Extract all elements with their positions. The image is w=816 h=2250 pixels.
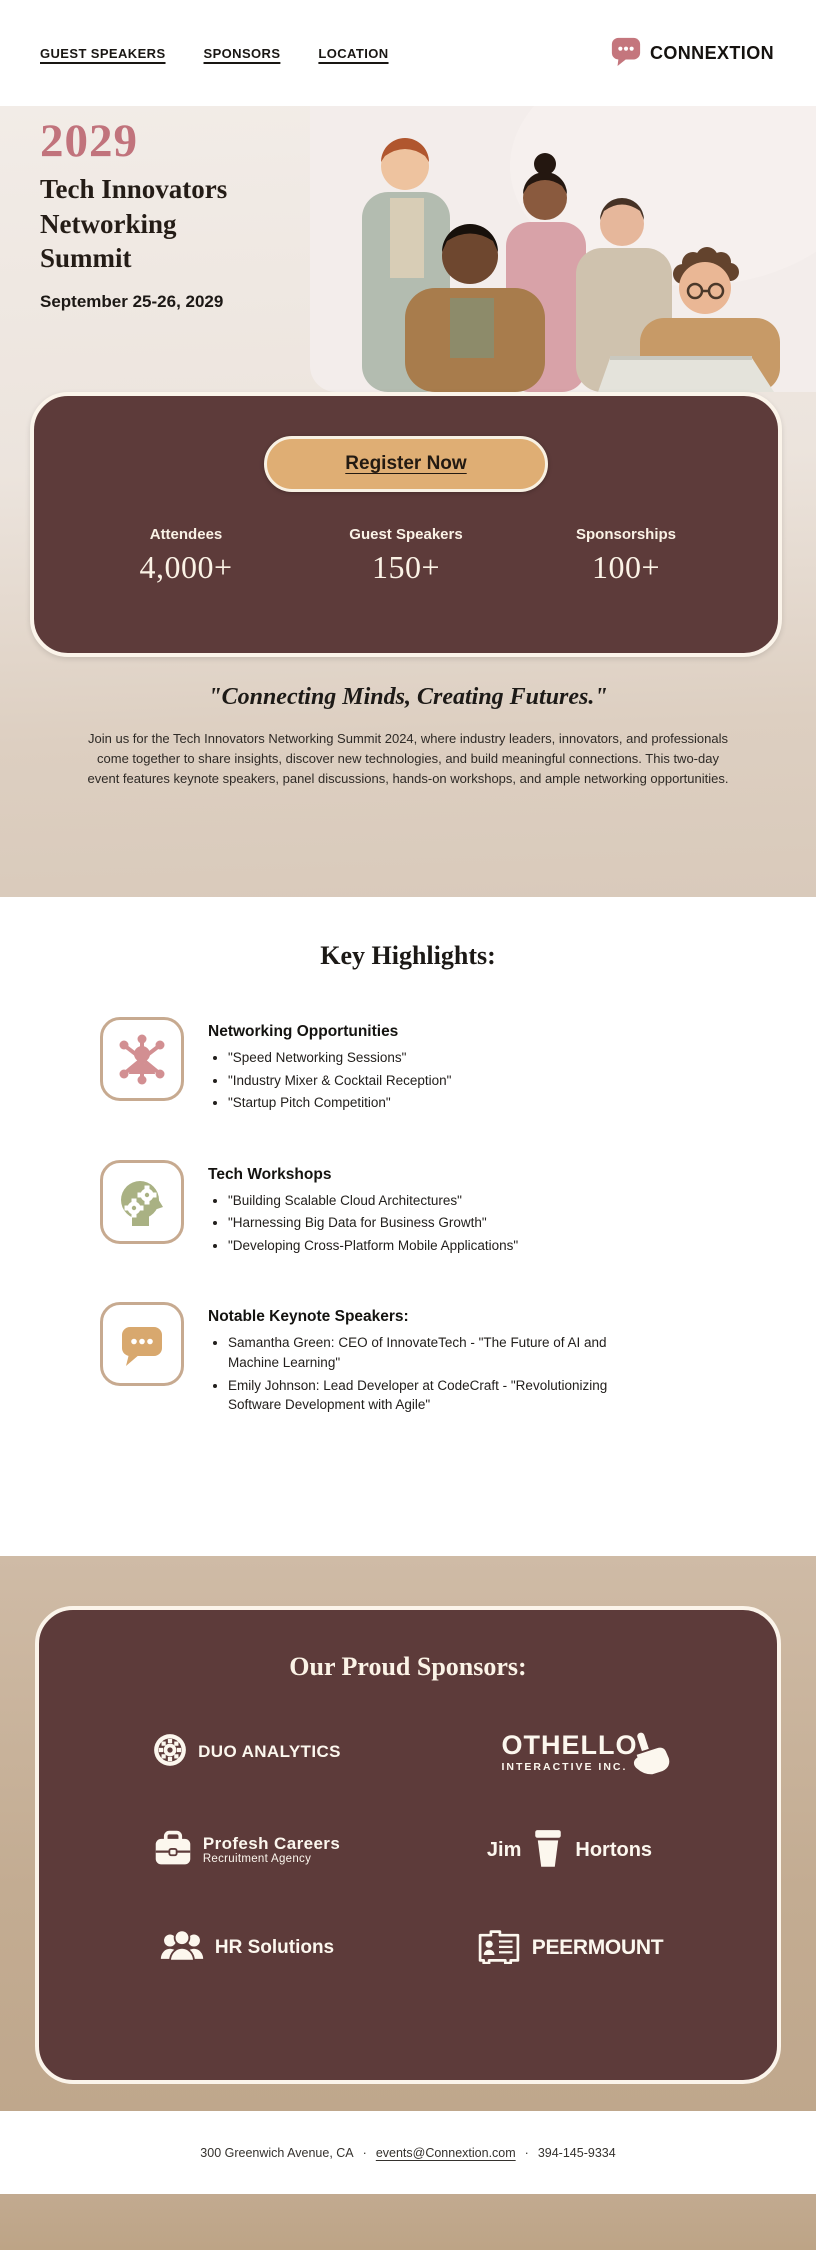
- stat-value: 100+: [591, 549, 661, 585]
- highlight-text: [208, 1160, 518, 1259]
- bullet-item: • Samantha Green: CEO of InnovateTech - "The Future of AI and Machine Learning": [228, 1333, 620, 1372]
- sponsor-name: PEERMOUNT: [531, 1936, 664, 1959]
- sponsors-card: [35, 1606, 781, 2084]
- nav-link-location[interactable]: LOCATION: [318, 45, 389, 61]
- sponsor-jim-hortons: [487, 1818, 652, 1882]
- bullet-item: • Emily Johnson: Lead Developer at CodeCraft - "Revolutionizing Software Development with Agile": [228, 1376, 620, 1415]
- sponsor-subtitle: INTERACTIVE INC.: [501, 1760, 628, 1773]
- sponsor-name-part1: Jim: [486, 1838, 522, 1861]
- gear-circle-icon: [152, 1732, 188, 1773]
- brand-name: CONNEXTION: [649, 42, 774, 63]
- highlight-speakers: [100, 1302, 816, 1417]
- stats-row: [34, 526, 778, 586]
- highlight-text: [208, 1017, 451, 1116]
- register-now-button[interactable]: Register Now: [264, 436, 548, 492]
- footer: [0, 2111, 816, 2194]
- stat-label: Guest Speakers: [349, 526, 463, 543]
- stat-value: 150+: [371, 549, 441, 585]
- top-nav: [0, 0, 816, 106]
- highlight-networking: [100, 1017, 816, 1116]
- highlight-text: [208, 1302, 620, 1417]
- event-description: Join us for the Tech Innovators Networking Summit 2024, where industry leaders, innovators, and professionals come together to share insights, discover new technologies, and build meaningful connections. This two-day event features keynote speakers, panel discussions, hands-on workshops, and ample networking opportunities.: [87, 731, 729, 787]
- hero-year: 2029: [40, 115, 138, 167]
- stat-value: 4,000+: [139, 549, 233, 585]
- hero-photo-illustration: [310, 106, 816, 392]
- sponsor-profesh-careers: [153, 1818, 340, 1882]
- highlight-title: Notable Keynote Speakers:: [208, 1308, 409, 1326]
- chat-bubble-icon: [610, 35, 642, 72]
- highlight-title: Tech Workshops: [208, 1165, 332, 1183]
- hero-section: [0, 106, 816, 897]
- sponsors-section: [0, 1556, 816, 2111]
- click-hand-icon: [626, 1728, 672, 1790]
- sponsor-name: HR Solutions: [214, 1937, 335, 1958]
- id-card-icon: [476, 1928, 522, 1969]
- footer-email-link[interactable]: events@Connextion.com: [375, 2145, 516, 2160]
- briefcase-icon: [153, 1828, 193, 1873]
- highlight-workshops: [100, 1160, 816, 1259]
- register-card: [30, 392, 782, 657]
- stat-guest-speakers: [336, 526, 476, 586]
- about-block: [0, 684, 816, 789]
- footer-phone: 394-145-9334: [537, 2145, 616, 2160]
- footer-separator: ·: [362, 2145, 367, 2160]
- brand-logo[interactable]: [610, 35, 774, 72]
- stat-label: Attendees: [149, 526, 223, 543]
- bullet-item: • "Harnessing Big Data for Business Growth": [228, 1213, 518, 1233]
- bullet-item: • "Startup Pitch Competition": [228, 1093, 451, 1113]
- bullet-item: • "Speed Networking Sessions": [228, 1048, 451, 1068]
- head-gears-icon: [100, 1160, 184, 1244]
- nav-link-sponsors[interactable]: SPONSORS: [203, 45, 281, 61]
- footer-separator: ·: [524, 2145, 529, 2160]
- sponsor-hr-solutions: [159, 1916, 334, 1980]
- stat-attendees: [116, 526, 256, 586]
- coffee-cup-icon: [531, 1827, 565, 1874]
- sponsors-title: Our Proud Sponsors:: [289, 1652, 527, 1681]
- nav-links: [40, 46, 389, 61]
- highlights-title: Key Highlights:: [320, 941, 496, 970]
- hero-photo: [310, 106, 816, 392]
- sponsor-subtitle: Recruitment Agency: [202, 1853, 312, 1866]
- bullet-item: • "Building Scalable Cloud Architectures": [228, 1191, 518, 1211]
- people-group-icon: [159, 1927, 205, 1970]
- sponsor-name-part2: Hortons: [575, 1838, 653, 1861]
- hero-date: September 25-26, 2029: [40, 291, 224, 311]
- sponsor-duo-analytics: [152, 1720, 341, 1784]
- footer-address: 300 Greenwich Avenue, CA: [200, 2145, 354, 2160]
- highlight-title: Networking Opportunities: [208, 1023, 399, 1040]
- stat-sponsorships: [556, 526, 696, 586]
- sponsor-peermount: [476, 1916, 663, 1980]
- bullet-item: • "Industry Mixer & Cocktail Reception": [228, 1071, 451, 1091]
- stat-label: Sponsorships: [575, 526, 676, 543]
- bottom-strip: [0, 2194, 816, 2250]
- highlight-list: [100, 1017, 816, 1418]
- sponsor-othello: [502, 1720, 638, 1784]
- sponsor-grid: [39, 1720, 777, 1980]
- speech-bubble-icon: [100, 1302, 184, 1386]
- sponsor-name: Profesh Careers: [202, 1833, 341, 1853]
- event-quote: "Connecting Minds, Creating Futures.": [208, 684, 608, 710]
- nav-link-guest-speakers[interactable]: GUEST SPEAKERS: [40, 45, 166, 61]
- sponsor-name: DUO ANALYTICS: [198, 1742, 341, 1761]
- network-person-icon: [100, 1017, 184, 1101]
- bullet-item: • "Developing Cross-Platform Mobile Applications": [228, 1236, 518, 1256]
- hero-title: Tech Innovators Networking Summit: [40, 174, 228, 274]
- sponsor-name: OTHELLO: [501, 1729, 638, 1760]
- highlights-section: [0, 897, 816, 1556]
- hero-text-block: [40, 114, 270, 312]
